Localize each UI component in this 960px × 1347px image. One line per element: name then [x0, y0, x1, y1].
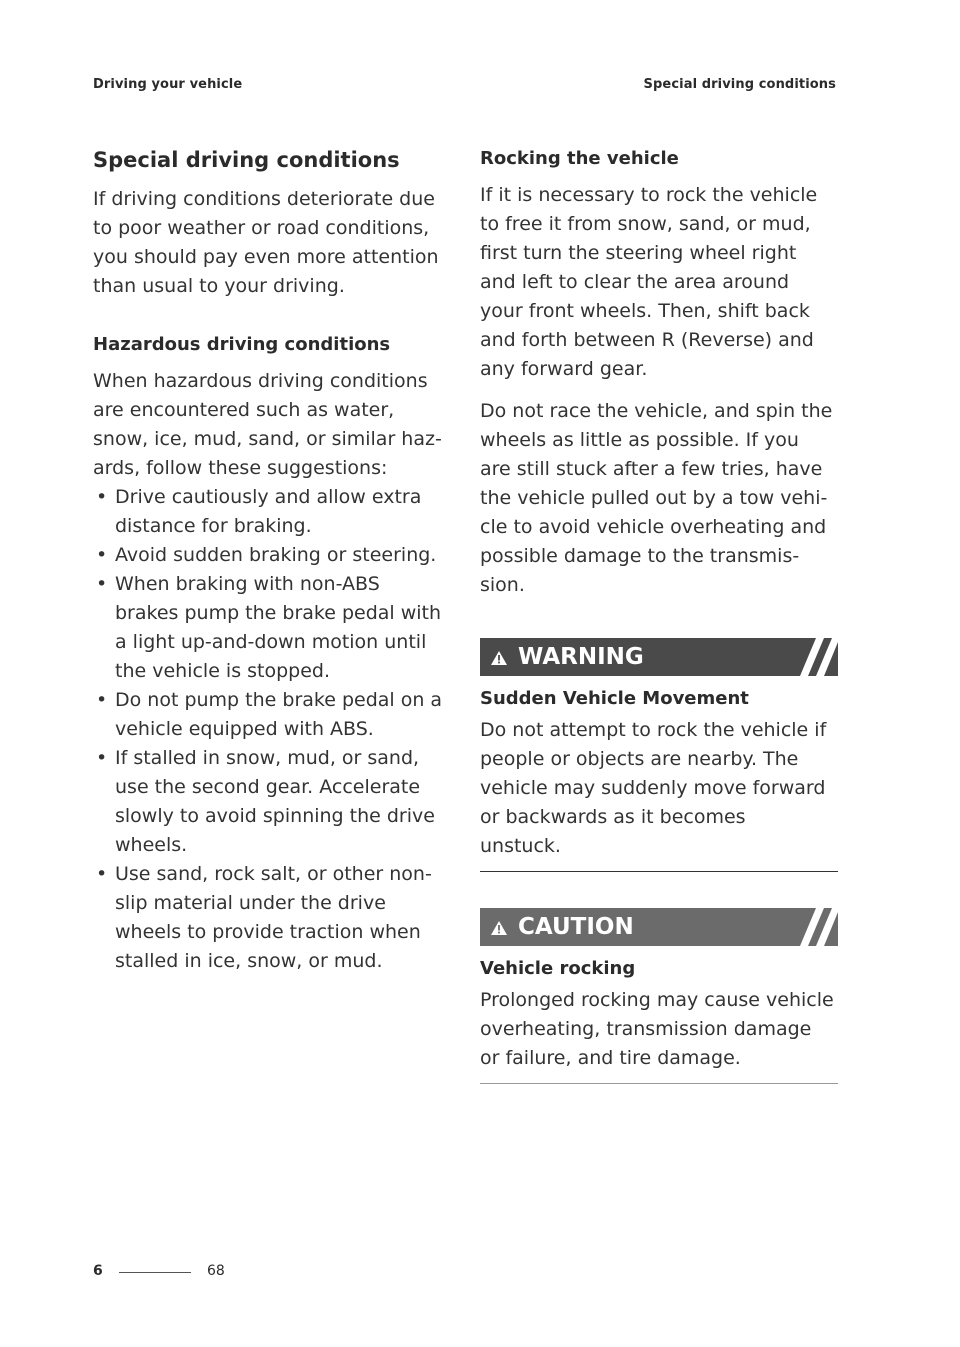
page-title: Special driving conditions	[93, 148, 400, 172]
caution-body	[480, 986, 838, 1073]
running-header-section: Special driving conditions	[643, 77, 836, 92]
warning-banner	[480, 638, 838, 676]
rocking-line: If it is necessary to rock the vehicle	[480, 184, 818, 206]
footer-divider	[119, 1272, 191, 1273]
rocking-line: and left to clear the area around	[480, 271, 790, 293]
rocking-line: wheels as little as possible. If you	[480, 429, 799, 451]
warning-line: people or objects are nearby. The	[480, 748, 799, 770]
warning-title: Sudden Vehicle Movement	[480, 688, 749, 709]
warning-end-rule	[480, 871, 838, 872]
list-item-line: slowly to avoid spinning the drive	[115, 805, 435, 827]
rocking-paragraph-1	[480, 181, 838, 384]
hazard-stripes-icon	[778, 638, 838, 676]
intro-line: you should pay even more attention	[93, 246, 439, 268]
list-item	[93, 860, 453, 976]
list-item	[93, 744, 453, 860]
caution-line: overheating, transmission damage	[480, 1018, 812, 1040]
bullet: •	[96, 747, 108, 769]
hazard-intro-line: snow, ice, mud, sand, or similar haz‑	[93, 428, 442, 450]
warning-triangle-icon	[490, 650, 508, 666]
caution-triangle-icon	[490, 920, 508, 936]
rocking-line: and forth between R (Reverse) and	[480, 329, 814, 351]
hazard-intro-paragraph	[93, 367, 453, 483]
rocking-paragraph-2	[480, 397, 838, 600]
list-item	[93, 570, 453, 686]
warning-line: vehicle may suddenly move forward	[480, 777, 826, 799]
caution-banner	[480, 908, 838, 946]
list-item-line: Do not pump the brake pedal on a	[115, 689, 443, 711]
caution-line: Prolonged rocking may cause vehicle	[480, 989, 834, 1011]
footer-chapter-number: 6	[93, 1263, 103, 1279]
list-item-line: a light up-and-down motion until	[115, 631, 427, 653]
list-item-line: brakes pump the brake pedal with	[115, 602, 442, 624]
left-column	[93, 145, 453, 976]
list-item-line: use the second gear. Accelerate	[115, 776, 421, 798]
caution-end-rule	[480, 1083, 838, 1084]
list-item-line: When braking with non-ABS	[115, 573, 380, 595]
intro-line: to poor weather or road conditions,	[93, 217, 430, 239]
caution-line: or failure, and tire damage.	[480, 1047, 741, 1069]
intro-paragraph	[93, 185, 453, 301]
list-item-line: wheels to provide traction when	[115, 921, 421, 943]
intro-line: If driving conditions deteriorate due	[93, 188, 435, 210]
list-item-line: If stalled in snow, mud, or sand,	[115, 747, 420, 769]
hazard-intro-line: ards, follow these suggestions:	[93, 457, 388, 479]
list-item	[93, 541, 453, 570]
hazard-suggestions-list	[93, 483, 453, 976]
rocking-line: Do not race the vehicle, and spin the	[480, 400, 833, 422]
bullet: •	[96, 689, 108, 711]
rocking-line: your front wheels. Then, shift back	[480, 300, 810, 322]
list-item-line: slip material under the drive	[115, 892, 386, 914]
bullet: •	[96, 573, 108, 595]
hazard-heading: Hazardous driving conditions	[93, 334, 391, 355]
rocking-line: are still stuck after a few tries, have	[480, 458, 823, 480]
rocking-line: first turn the steering wheel right	[480, 242, 797, 264]
rocking-line: sion.	[480, 574, 525, 596]
list-item-line: vehicle equipped with ABS.	[115, 718, 374, 740]
running-header-chapter: Driving your vehicle	[93, 77, 243, 92]
list-item	[93, 483, 453, 541]
list-item-line: Avoid sudden braking or steering.	[115, 544, 437, 566]
rocking-line: to free it from snow, sand, or mud,	[480, 213, 811, 235]
list-item-line: Use sand, rock salt, or other non‑	[115, 863, 432, 885]
footer-page-number: 68	[207, 1263, 225, 1279]
list-item-line: stalled in ice, snow, or mud.	[115, 950, 383, 972]
list-item-line: the vehicle is stopped.	[115, 660, 331, 682]
warning-line: Do not attempt to rock the vehicle if	[480, 719, 827, 741]
hazard-intro-line: are encountered such as water,	[93, 399, 395, 421]
warning-body	[480, 716, 838, 861]
rocking-heading: Rocking the vehicle	[480, 148, 679, 169]
warning-label: WARNING	[518, 644, 644, 670]
caution-label: CAUTION	[518, 914, 634, 940]
bullet: •	[96, 863, 108, 885]
bullet: •	[96, 544, 108, 566]
caution-title: Vehicle rocking	[480, 958, 636, 979]
bullet: •	[96, 486, 108, 508]
list-item-line: Drive cautiously and allow extra	[115, 486, 422, 508]
intro-line: than usual to your driving.	[93, 275, 345, 297]
right-column	[480, 145, 838, 1084]
rocking-line: possible damage to the transmis‑	[480, 545, 800, 567]
warning-line: unstuck.	[480, 835, 561, 857]
warning-line: or backwards as it becomes	[480, 806, 746, 828]
list-item	[93, 686, 453, 744]
list-item-line: distance for braking.	[115, 515, 312, 537]
rocking-line: any forward gear.	[480, 358, 648, 380]
rocking-line: cle to avoid vehicle overheating and	[480, 516, 827, 538]
list-item-line: wheels.	[115, 834, 188, 856]
hazard-stripes-icon	[778, 908, 838, 946]
rocking-line: the vehicle pulled out by a tow vehi‑	[480, 487, 828, 509]
hazard-intro-line: When hazardous driving conditions	[93, 370, 428, 392]
